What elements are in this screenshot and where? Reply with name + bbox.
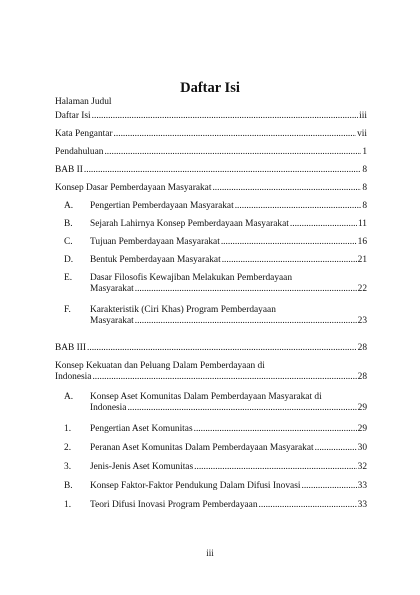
toc-entry-number: 1.	[64, 424, 72, 434]
dot-leader	[290, 219, 357, 230]
toc-entry-body	[55, 361, 367, 383]
toc-page-number: 32	[357, 462, 367, 472]
toc-entry-body	[55, 97, 367, 108]
page-number: iii	[206, 548, 214, 558]
toc-entry-line	[55, 97, 367, 108]
toc-entry-title: Jenis-Jenis Aset Komunitas	[90, 462, 194, 472]
toc-page-number: 21	[357, 255, 367, 265]
toc-entry	[55, 201, 367, 212]
toc-entry-number: 2.	[64, 443, 72, 453]
toc-entry-body	[55, 443, 367, 454]
toc-entry-body	[55, 343, 367, 354]
toc-entry-body	[55, 111, 367, 122]
toc-entry	[55, 237, 367, 248]
toc-entry-title: Daftar Isi	[55, 111, 91, 121]
toc-entry-title: Halaman Judul	[55, 97, 112, 107]
toc-entry-line	[90, 443, 367, 454]
toc-entry-title: Masyarakat	[90, 284, 134, 294]
toc-entry-title: Kata Pengantar	[55, 129, 113, 139]
toc-entry-body	[55, 481, 367, 492]
toc-entry-title: Konsep Kekuatan dan Peluang Dalam Pemberdayaan di	[55, 361, 265, 371]
toc-page-number: 8	[362, 165, 367, 175]
toc-entry-line	[55, 183, 367, 194]
toc-entry-number: C.	[64, 237, 73, 247]
toc-entry-title: BAB III	[55, 343, 86, 353]
toc-page-number: 8	[362, 183, 367, 193]
toc-entry	[55, 273, 367, 295]
toc-entry-line	[55, 361, 367, 372]
toc-entry	[55, 361, 367, 383]
toc-entry-line	[90, 305, 367, 316]
toc-entry-line	[55, 165, 367, 176]
toc-entry-line	[90, 316, 367, 327]
dot-leader	[87, 343, 357, 354]
toc-entry-line	[90, 237, 367, 248]
toc-entry	[55, 111, 367, 122]
toc-page-number: vii	[357, 129, 367, 139]
toc-entry-body	[55, 183, 367, 194]
toc-entry-number: D.	[64, 255, 74, 265]
toc-page-number: 30	[357, 443, 367, 453]
toc-entry-line	[90, 403, 367, 414]
toc-entry	[55, 462, 367, 473]
toc-entry-line	[90, 255, 367, 266]
toc-entry-title: Sejarah Lahirnya Konsep Pemberdayaan Masyarakat	[90, 219, 289, 229]
toc-entry-line	[90, 481, 367, 492]
toc-page-number: 33	[357, 500, 367, 510]
toc-page-number: 11	[357, 219, 367, 229]
dot-leader	[259, 500, 357, 511]
toc-entry-line	[55, 111, 367, 122]
toc-entry	[55, 443, 367, 454]
toc-entry-line	[90, 392, 367, 403]
dot-leader	[84, 165, 361, 176]
toc-entry-title: BAB II	[55, 165, 83, 175]
toc-entry	[55, 305, 367, 327]
toc-page-number: 33	[357, 481, 367, 491]
toc-entry	[55, 129, 367, 140]
toc-entry-body	[55, 147, 367, 158]
toc-entry-title: Konsep Faktor-Faktor Pendukung Dalam Difusi Inovasi	[90, 481, 301, 491]
toc-entry-line	[90, 424, 367, 435]
toc-entry-title: Pengertian Aset Komunitas	[90, 424, 193, 434]
toc-entry-body	[55, 500, 367, 511]
toc-entry-body	[55, 305, 367, 327]
toc-entry-line	[90, 462, 367, 473]
dot-leader	[127, 403, 356, 414]
toc-entry-body	[55, 462, 367, 473]
toc-page-number: 22	[357, 284, 367, 294]
toc-entry-body	[55, 392, 367, 414]
toc-entry-title: Dasar Filosofis Kewajiban Melakukan Pemberdayaan	[90, 273, 293, 283]
toc-entry-title: Tujuan Pemberdayaan Masyarakat	[90, 237, 220, 247]
toc-page-number: 23	[357, 316, 367, 326]
toc-entry-body	[55, 237, 367, 248]
toc-entry-title: Konsep Dasar Pemberdayaan Masyarakat	[55, 183, 212, 193]
toc-entry-line	[55, 129, 367, 140]
dot-leader	[92, 111, 359, 122]
toc-entry-title: Indonesia	[90, 403, 127, 413]
dot-leader	[135, 284, 357, 295]
toc-entry-body	[55, 201, 367, 212]
dot-leader	[194, 462, 357, 473]
toc-entry-number: F.	[64, 305, 71, 315]
toc-page-number: 16	[357, 237, 367, 247]
toc-entry-number: A.	[64, 201, 74, 211]
toc-entry-body	[55, 424, 367, 435]
toc-entry-number: B.	[64, 219, 73, 229]
toc-page-number: 29	[357, 424, 367, 434]
toc-entry-title: Konsep Aset Komunitas Dalam Pemberdayaan Masyarakat di	[90, 392, 322, 402]
toc-page-number: iii	[359, 111, 367, 121]
toc-entry	[55, 147, 367, 158]
dot-leader	[301, 481, 356, 492]
toc-entry-number: 1.	[64, 500, 72, 510]
toc-entry-line	[90, 201, 367, 212]
dot-leader	[114, 129, 357, 140]
toc-entry-line	[55, 343, 367, 354]
toc-entry-title: Masyarakat	[90, 316, 134, 326]
toc-entry-number: 3.	[64, 462, 72, 472]
dot-leader	[135, 316, 357, 327]
dot-leader	[315, 443, 357, 454]
toc-entry-line	[55, 147, 367, 158]
toc-entry-title: Karakteristik (Ciri Khas) Program Pemberdayaan	[90, 305, 276, 315]
dot-leader	[235, 201, 362, 212]
page-title: Daftar Isi	[180, 80, 240, 96]
toc-entry-line	[90, 219, 367, 230]
toc-page-number: 1	[362, 147, 367, 157]
toc-entry-title: Teori Difusi Inovasi Program Pemberdayaan	[90, 500, 258, 510]
toc-page-number: 8	[362, 201, 367, 211]
toc-entry-line	[90, 273, 367, 284]
toc-entry	[55, 97, 367, 108]
toc-entry	[55, 392, 367, 414]
toc-entry	[55, 343, 367, 354]
toc-entry-title: Indonesia	[55, 372, 92, 382]
toc-entry-number: A.	[64, 392, 74, 402]
toc-entry-title: Pendahuluan	[55, 147, 104, 157]
dot-leader	[194, 424, 357, 435]
toc-entry-line	[90, 500, 367, 511]
toc-entry	[55, 255, 367, 266]
toc-page-number: 29	[357, 403, 367, 413]
toc-entry	[55, 481, 367, 492]
toc-page-number: 28	[357, 343, 367, 353]
toc-entry-body	[55, 129, 367, 140]
toc-entry-body	[55, 273, 367, 295]
toc-entry-line	[90, 284, 367, 295]
toc-entry-number: E.	[64, 273, 73, 283]
dot-leader	[92, 372, 356, 383]
dot-leader	[222, 255, 357, 266]
dot-leader	[104, 147, 361, 158]
toc-entry-line	[55, 372, 367, 383]
toc-entry	[55, 424, 367, 435]
toc-entry-title: Peranan Aset Komunitas Dalam Pemberdayaan Masyarakat	[90, 443, 314, 453]
toc-entry-body	[55, 219, 367, 230]
toc-entry-title: Bentuk Pemberdayaan Masyarakat	[90, 255, 221, 265]
toc-entry-title: Pengertian Pemberdayaan Masyarakat	[90, 201, 234, 211]
dot-leader	[212, 183, 361, 194]
toc-entry	[55, 165, 367, 176]
toc-page-number: 28	[357, 372, 367, 382]
toc-entry	[55, 219, 367, 230]
toc-entry	[55, 500, 367, 511]
toc-entry-body	[55, 165, 367, 176]
toc-entry-body	[55, 255, 367, 266]
toc-entry	[55, 183, 367, 194]
toc-entry-number: B.	[64, 481, 73, 491]
dot-leader	[221, 237, 357, 248]
